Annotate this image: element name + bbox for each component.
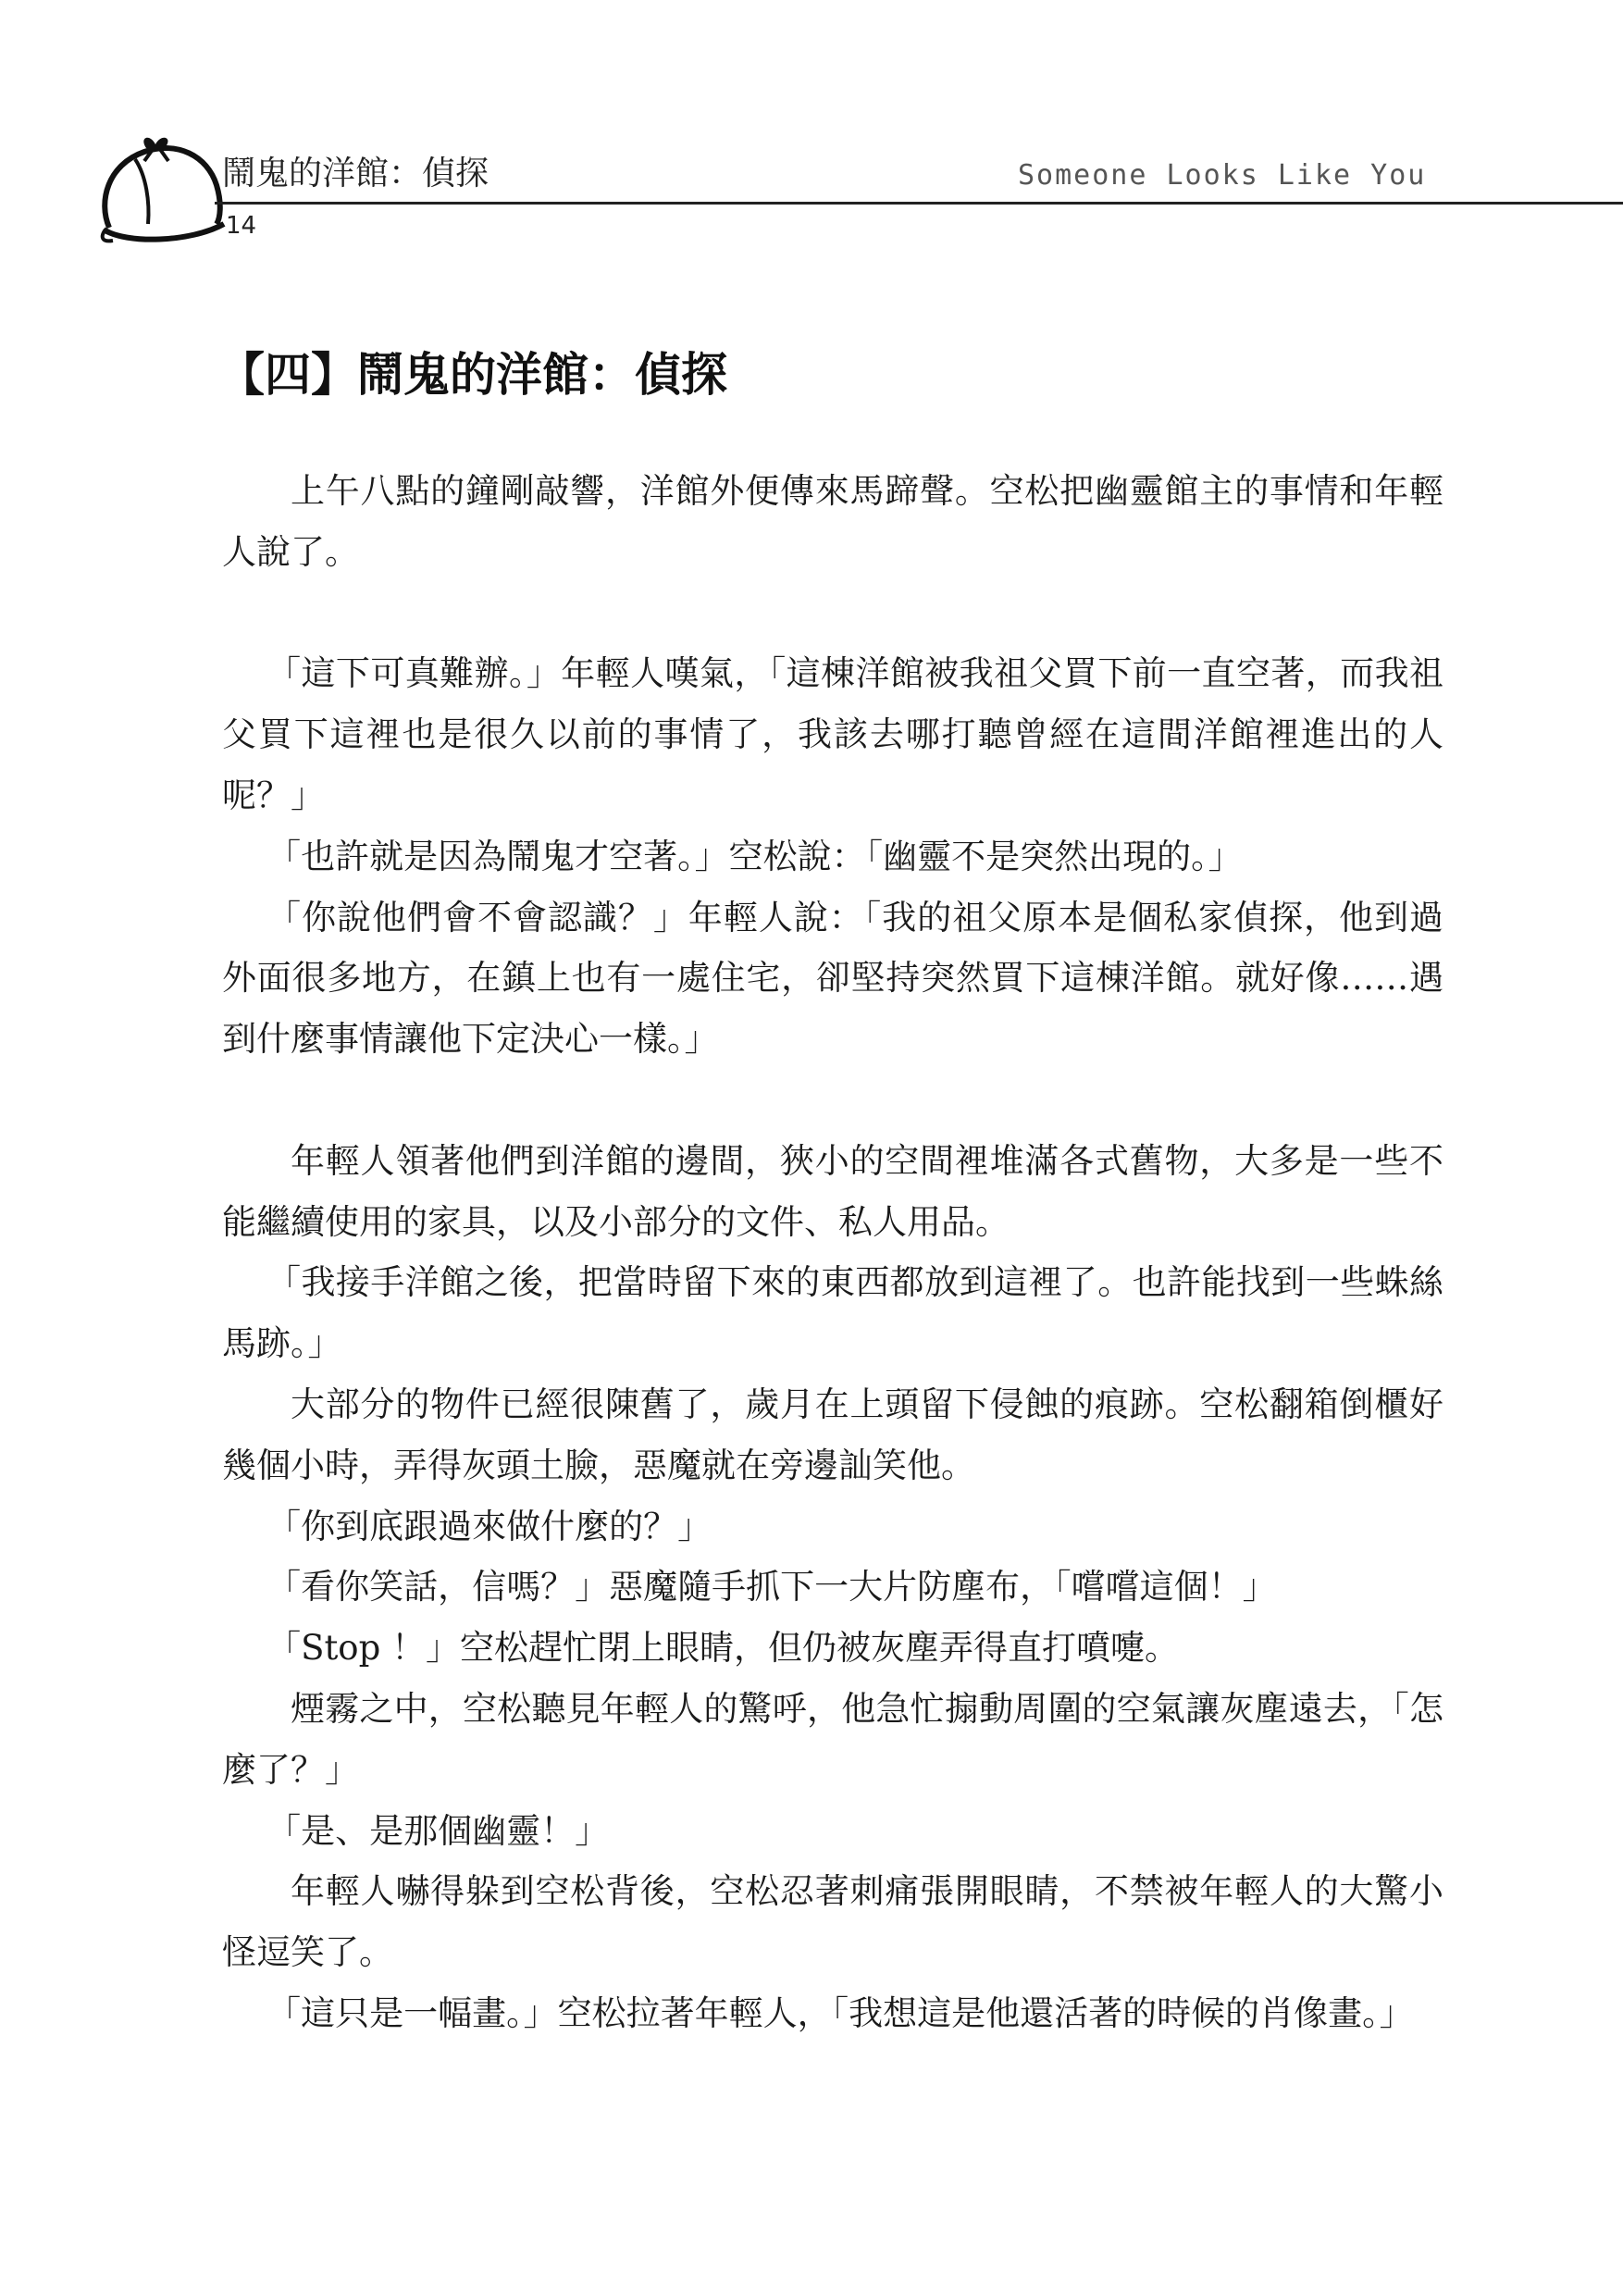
paragraph: 年輕人領著他們到洋館的邊間，狹小的空間裡堆滿各式舊物，大多是一些不能繼續使用的家具，以及小部分的文件、私人用品。 [222, 1140, 1443, 1242]
paragraph-gap [222, 583, 1443, 644]
detective-hat-icon [89, 128, 237, 250]
paragraph: 「你說他們會不會認識？」年輕人說：「我的祖父原本是個私家偵探，他到過外面很多地方，在鎮上也有一處住宅，卻堅持突然買下這棟洋館。就好像……遇到什麼事情讓他下定決心一樣。」 [222, 897, 1443, 1060]
paragraph: 「我接手洋館之後，把當時留下來的東西都放到這裡了。也許能找到一些蛛絲馬跡。」 [222, 1262, 1443, 1364]
paragraph: 「你到底跟過來做什麼的？」 [266, 1506, 712, 1546]
paragraph: 「是、是那個幽靈！」 [266, 1810, 610, 1851]
paragraph: 「這只是一幅畫。」空松拉著年輕人，「我想這是他還活著的時候的肖像畫。」 [266, 1992, 1414, 2033]
paragraph: 「Stop ！」空松趕忙閉上眼睛，但仍被灰塵弄得直打噴嚏。 [266, 1628, 1180, 1669]
running-header-title: 鬧鬼的洋館：偵探 [222, 155, 489, 192]
paragraph: 「看你笑話，信嗎？」惡魔隨手抓下一大片防塵布，「嚐嚐這個！」 [266, 1567, 1277, 1607]
paragraph: 上午八點的鐘剛敲響，洋館外便傳來馬蹄聲。空松把幽靈館主的事情和年輕人說了。 [222, 471, 1443, 572]
body-text [222, 461, 1443, 2044]
chapter-heading: 【四】鬧鬼的洋館：偵探 [218, 347, 727, 402]
paragraph: 年輕人嚇得躲到空松背後，空松忍著刺痛張開眼睛，不禁被年輕人的大驚小怪逗笑了。 [222, 1871, 1443, 1973]
paragraph: 「也許就是因為鬧鬼才空著。」空松說：「幽靈不是突然出現的。」 [266, 836, 1243, 876]
page-number: 14 [226, 212, 257, 240]
paragraph-gap [222, 1070, 1443, 1131]
paragraph: 煙霧之中，空松聽見年輕人的驚呼，他急忙搧動周圍的空氣讓灰塵遠去，「怎麼了？」 [222, 1688, 1443, 1790]
running-header-series: Someone Looks Like You [1018, 159, 1427, 192]
paragraph: 大部分的物件已經很陳舊了，歲月在上頭留下侵蝕的痕跡。空松翻箱倒櫃好幾個小時，弄得灰頭土臉，惡魔就在旁邊訕笑他。 [222, 1384, 1443, 1485]
header-rule [215, 202, 1623, 205]
paragraph: 「這下可真難辦。」年輕人嘆氣，「這棟洋館被我祖父買下前一直空著，而我祖父買下這裡也是很久以前的事情了，我該去哪打聽曾經在這間洋館裡進出的人呢？」 [222, 653, 1443, 815]
